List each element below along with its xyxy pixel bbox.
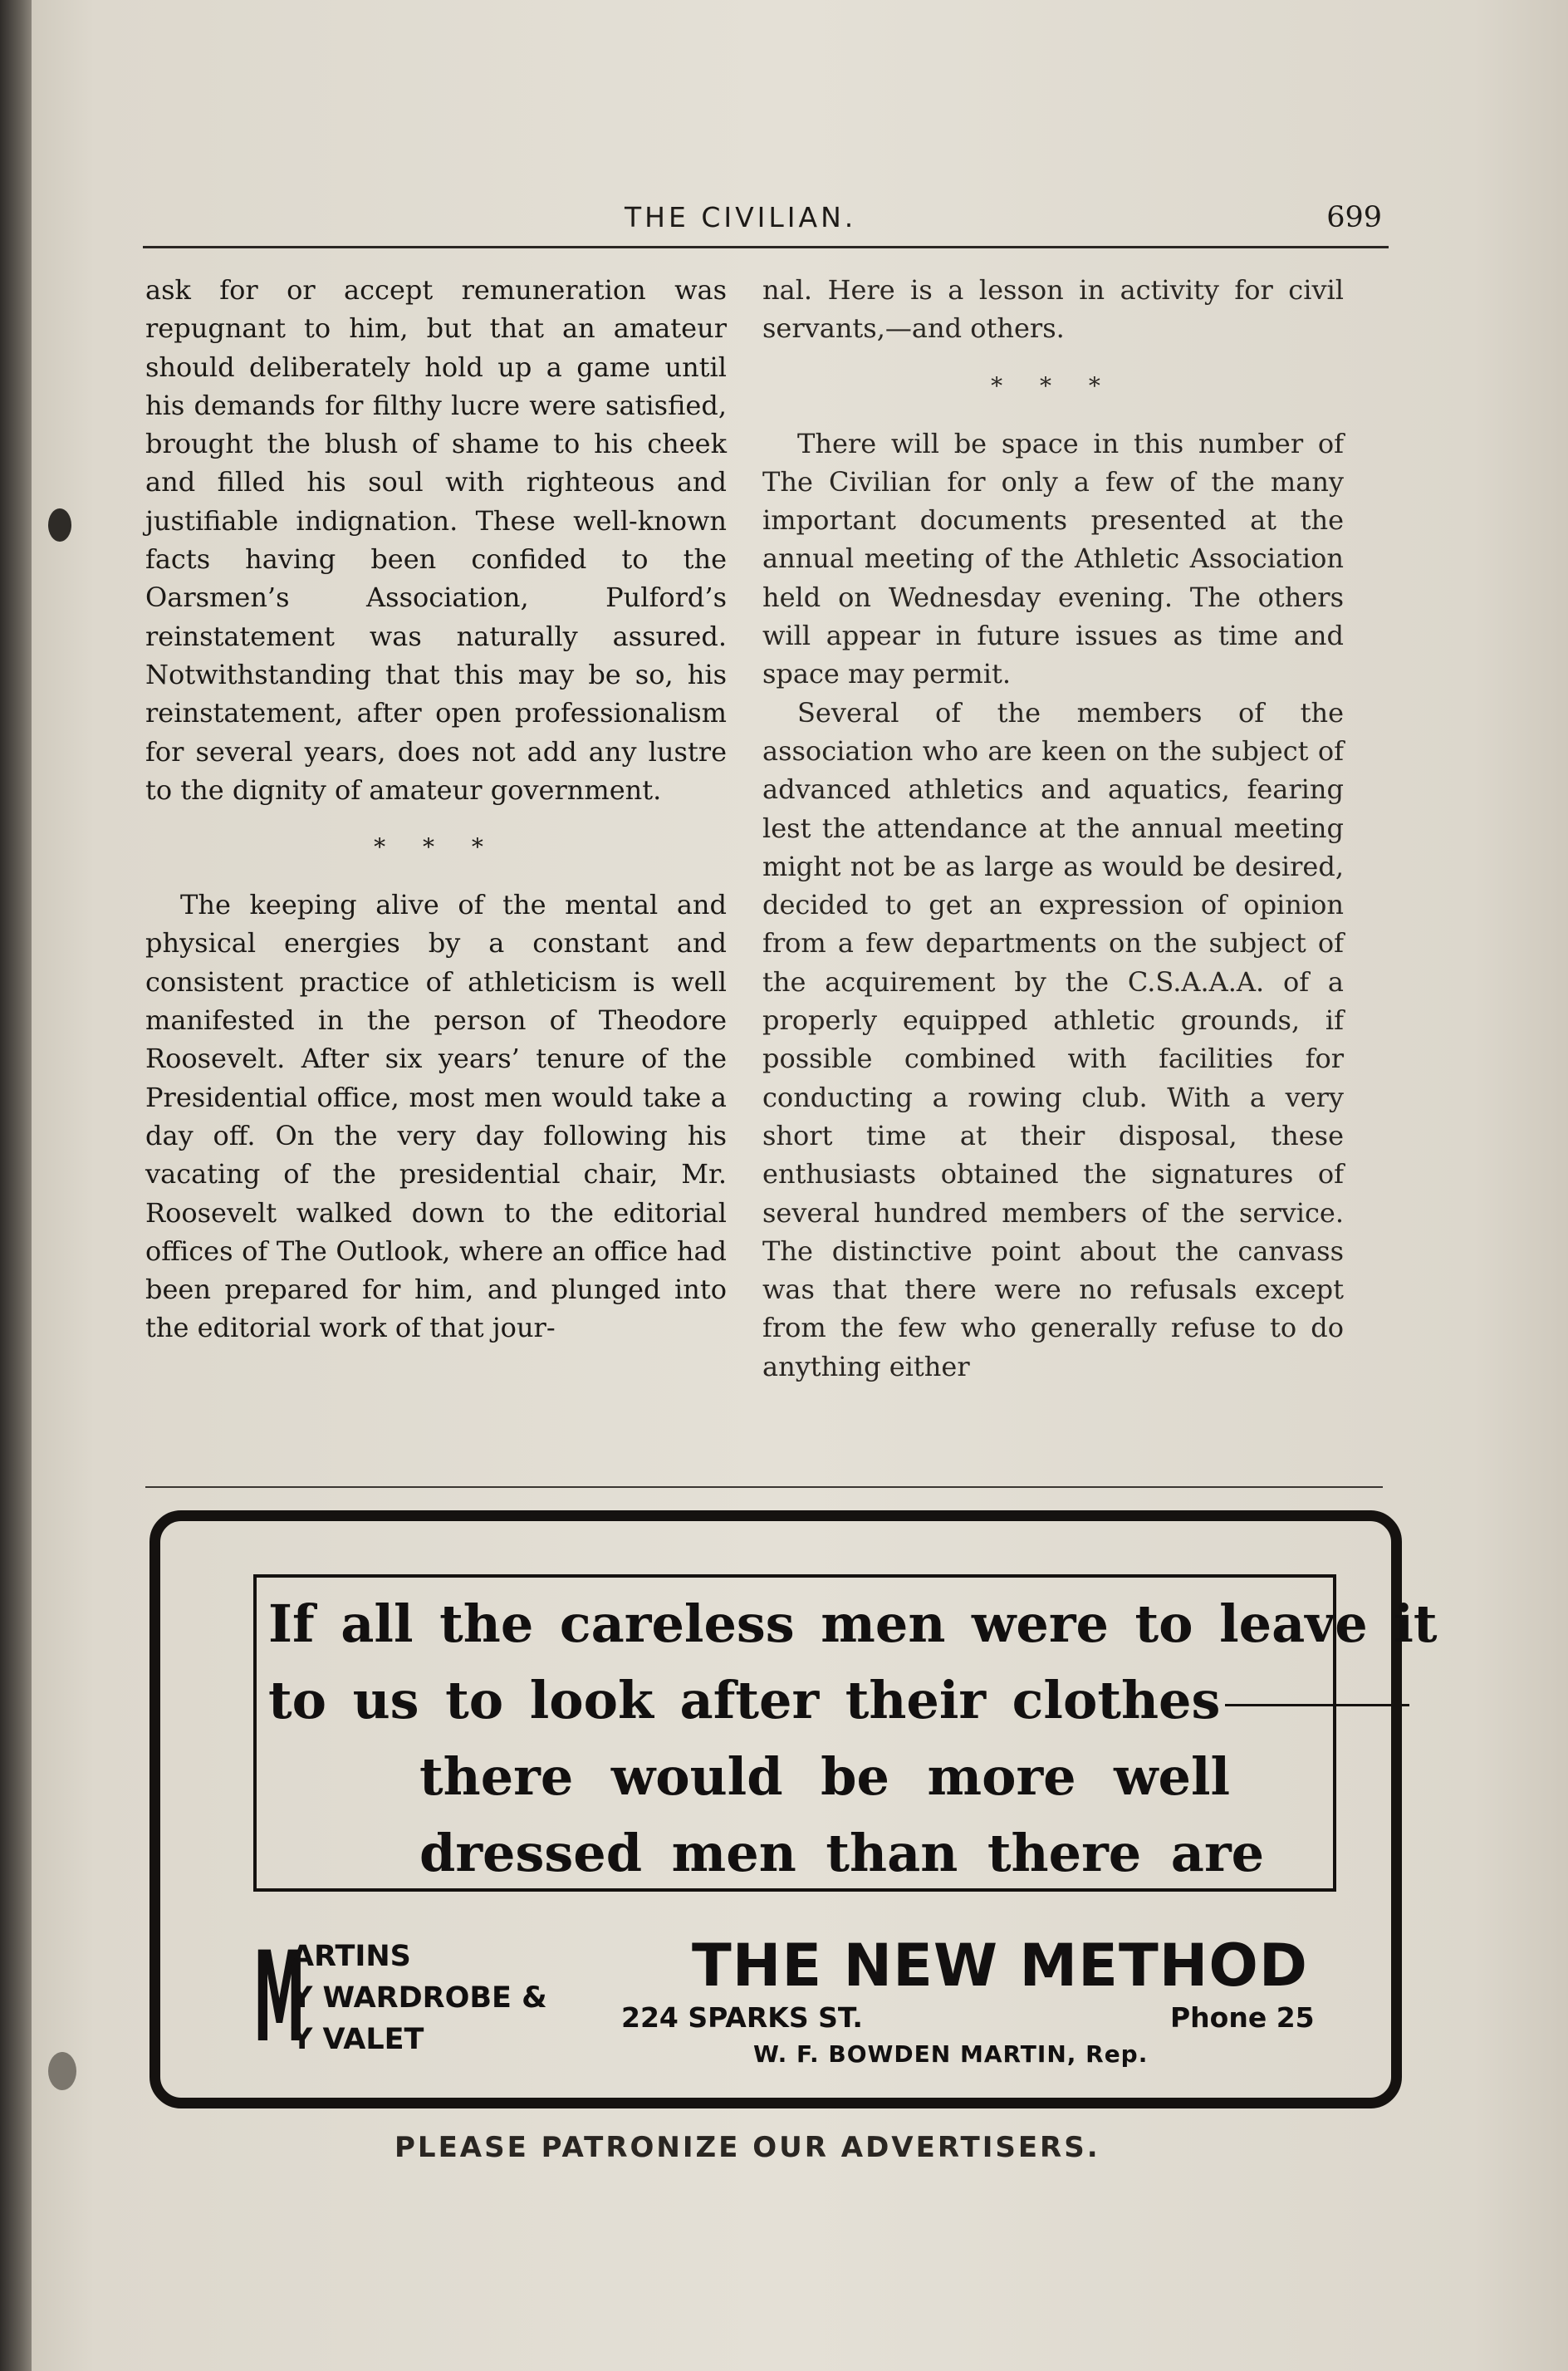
publication-title: THE CIVILIAN. — [625, 201, 857, 233]
ad-slogan-line-2-text: to us to look after their clothes — [268, 1670, 1221, 1730]
martins-logo — [253, 1926, 619, 2070]
binding-hole-top — [48, 508, 71, 542]
binding-hole-bottom — [48, 2052, 76, 2090]
ad-slogan-line-1: If all the careless men were to leave it — [268, 1593, 1438, 1654]
ad-slogan-line-4: dressed men than there are — [419, 1823, 1265, 1883]
company-address: 224 SPARKS ST. — [621, 2001, 863, 2034]
footer-notice: PLEASE PATRONIZE OUR ADVERTISERS. — [394, 2131, 1100, 2164]
right-paragraph-1: nal. Here is a lesson in activity for civil servants,—and others. — [762, 274, 1344, 345]
logo-line-1: ARTINS — [292, 1940, 411, 1973]
ad-slogan-line-3: there would be more well — [419, 1746, 1231, 1807]
company-representative: W. F. BOWDEN MARTIN, Rep. — [753, 2040, 1149, 2068]
left-column — [145, 271, 727, 1347]
column-end-rule — [145, 1486, 1383, 1488]
right-column — [762, 271, 1344, 1386]
company-phone: Phone 25 — [1170, 2001, 1315, 2034]
ad-slogan-box — [253, 1574, 1438, 1892]
section-separator-right: * * * — [991, 371, 1115, 400]
logo-line-3: Y VALET — [292, 2023, 424, 2056]
logo-line-2: Y WARDROBE & — [292, 1981, 547, 2015]
header-rule — [143, 246, 1389, 248]
company-name: THE NEW METHOD — [692, 1932, 1308, 2000]
left-paragraph-1: ask for or accept remuneration was repugnant to him, but that an amateur should deliberately hold up a game until his demands for filthy lucre were satisfied, brought the blush of shame to his cheek and filled his soul with righteous and justifiable indignation. These well-known facts having been confided to the Oarsmen’s Association, Pulford’s reinstatement was naturally assured. Notwithstanding that this may be so, his reinstatement, after open professionalism for several years, does not add any lustre to the dignity of amateur government. — [145, 274, 727, 806]
page-number: 699 — [1326, 201, 1382, 234]
running-header — [143, 198, 1389, 248]
right-paragraph-2: There will be space in this number of The Civilian for only a few of the many important documents presented at the annual meeting of the Athletic Association held on Wednesday evening. The others will appear in future issues as time and space may permit. — [762, 427, 1344, 690]
advertisement-box — [149, 1510, 1438, 2108]
page-gutter-shadow — [0, 0, 32, 2371]
left-paragraph-2: The keeping alive of the mental and physical energies by a constant and consistent practice of athleticism is well manifested in the person of Theodore Roosevelt. After six years’ tenure of the Presidential office, most men would take a day off. On the very day following his vacating of the presidential chair, Mr. Roosevelt walked down to the editorial offices of The Outlook, where an office had been prepared for him, and plunged into the editorial work of that jour- — [145, 889, 727, 1344]
right-paragraph-3: Several of the members of the association who are keen on the subject of advanced athletics and aquatics, fearing lest the attendance at the annual meeting might not be as large as would be desired, decided to get an expression of opinion from a few departments on the subject of the acquirement by the C.S.A.A.A. of a properly equipped athletic grounds, if possible combined with facilities for conducting a rowing club. With a very short time at their disposal, these enthusiasts obtained the signatures of several hundred members of the service. The distinctive point about the canvass was that there were no refusals except from the few who generally refuse to do anything either — [762, 696, 1344, 1382]
section-separator-left: * * * — [374, 833, 498, 862]
ad-slogan-line-2 — [268, 1662, 1318, 1739]
logo-large-m: M — [253, 1926, 306, 2070]
ad-dash-rule — [1225, 1704, 1409, 1706]
